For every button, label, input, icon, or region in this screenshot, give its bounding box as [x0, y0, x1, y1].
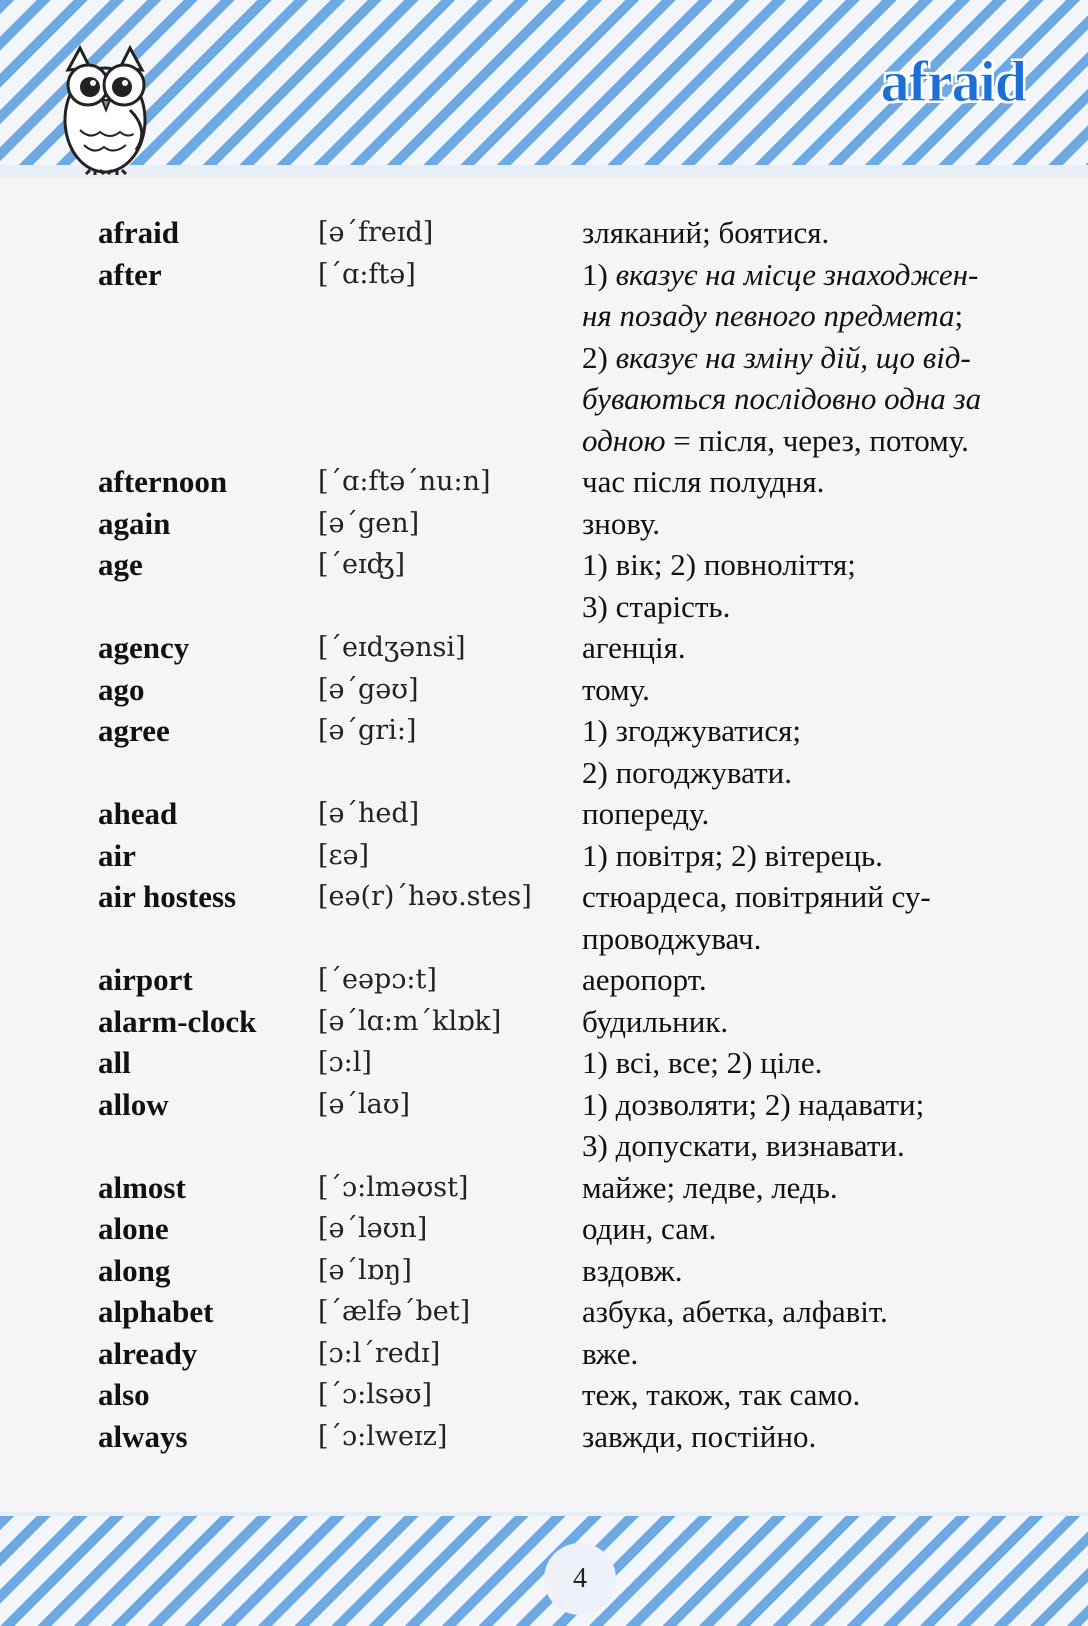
- entry-line: [0, 503, 1088, 545]
- entry-translation: [582, 1208, 716, 1250]
- entry-line: [0, 378, 1088, 420]
- translation-segment: 1) згоджуватися;: [582, 713, 802, 748]
- entry-translation: [582, 295, 963, 337]
- entry-pronunciation: [əˊlaʊ]: [318, 1088, 411, 1120]
- dictionary-entries: [0, 212, 1088, 1457]
- dictionary-entry: [0, 710, 1088, 793]
- entry-line: [0, 1374, 1088, 1416]
- entry-pronunciation: [əˊhed]: [318, 798, 420, 829]
- entry-pronunciation: [əˊfreɪd]: [318, 217, 434, 248]
- dictionary-entry: [0, 1416, 1088, 1458]
- entry-translation: [582, 1125, 905, 1167]
- translation-segment: попереду.: [582, 796, 710, 831]
- translation-segment: 1) вік; 2) повноліття;: [582, 547, 856, 582]
- entry-translation: [582, 503, 660, 545]
- translation-segment: 1) дозволяти; 2) надавати;: [582, 1086, 925, 1122]
- entry-pronunciation: [əˊlɒŋ]: [318, 1254, 412, 1286]
- entry-pronunciation: [ˊælfəˊbet]: [318, 1296, 471, 1327]
- entry-pronunciation: [əˊgri:]: [318, 715, 417, 746]
- entry-line: [0, 1167, 1088, 1209]
- entry-line: [0, 1208, 1088, 1250]
- entry-pronunciation: [ˊɔ:lməʊst]: [318, 1171, 469, 1203]
- entry-word: alarm-clock: [98, 1003, 257, 1039]
- translation-segment: агенція.: [582, 630, 686, 665]
- translation-segment: 3) допускати, визнавати.: [582, 1128, 905, 1163]
- entry-word: always: [98, 1418, 188, 1454]
- translation-segment: одною: [582, 422, 666, 458]
- entry-translation: [582, 586, 730, 628]
- entry-word: afternoon: [98, 464, 228, 499]
- entry-word: along: [98, 1252, 171, 1288]
- entry-pronunciation: [ɔ:l]: [318, 1047, 372, 1078]
- translation-segment: вказує на місце знаходжен-: [615, 256, 979, 292]
- entry-pronunciation: [ˊɔ:lweɪz]: [318, 1420, 448, 1452]
- translation-segment: знову.: [582, 505, 661, 541]
- entry-line: [0, 876, 1088, 918]
- translation-segment: буваються послідовно одна за: [582, 381, 982, 416]
- entry-word: agency: [98, 630, 190, 665]
- entry-translation: [582, 212, 829, 254]
- entry-translation: [582, 918, 761, 960]
- translation-segment: вже.: [582, 1335, 639, 1371]
- entry-line: [0, 1042, 1088, 1084]
- translation-segment: ня позаду певного предмета: [582, 298, 955, 333]
- translation-segment: будильник.: [582, 1003, 729, 1039]
- entry-translation: [582, 835, 883, 877]
- entry-line: [0, 461, 1088, 503]
- page-headword: afraid: [880, 49, 1026, 114]
- entry-translation: [582, 710, 801, 752]
- entry-translation: [582, 1291, 888, 1333]
- entry-translation: [582, 627, 686, 669]
- dictionary-entry: [0, 1001, 1088, 1043]
- translation-segment: вказує на зміну дій, що від-: [615, 339, 971, 375]
- entry-line: [0, 254, 1088, 296]
- dictionary-entry: [0, 503, 1088, 545]
- entry-word: ahead: [98, 796, 178, 831]
- entry-translation: [582, 1042, 822, 1084]
- entry-translation: [582, 669, 650, 711]
- dictionary-entry: [0, 212, 1088, 254]
- entry-line: [0, 918, 1088, 960]
- entry-word: after: [98, 256, 162, 292]
- dictionary-entry: [0, 627, 1088, 669]
- entry-word: again: [98, 505, 171, 541]
- dictionary-entry: [0, 793, 1088, 835]
- entry-pronunciation: [ˊeɪʤ]: [318, 549, 406, 580]
- entry-translation: [582, 752, 792, 794]
- entry-word: alone: [98, 1211, 169, 1246]
- entry-line: [0, 337, 1088, 379]
- entry-line: [0, 1001, 1088, 1043]
- entry-line: [0, 1125, 1088, 1167]
- entry-word: age: [98, 547, 143, 582]
- entry-word: also: [98, 1377, 150, 1412]
- dictionary-entry: [0, 669, 1088, 711]
- translation-segment: один, сам.: [582, 1211, 717, 1246]
- page-number: 4: [573, 1563, 587, 1594]
- page-number-badge: [544, 1543, 616, 1615]
- entry-word: afraid: [98, 215, 179, 250]
- entry-word: all: [98, 1045, 131, 1080]
- dictionary-entry: [0, 835, 1088, 877]
- translation-segment: ;: [954, 298, 964, 333]
- entry-translation: [582, 461, 824, 503]
- entry-line: [0, 420, 1088, 462]
- entry-pronunciation: [əˊlɑ:mˊklɒk]: [318, 1005, 502, 1037]
- translation-segment: тому.: [582, 671, 650, 707]
- entry-line: [0, 1416, 1088, 1458]
- entry-pronunciation: [əˊgen]: [318, 507, 420, 539]
- dictionary-entry: [0, 959, 1088, 1001]
- translation-segment: завжди, постійно.: [582, 1418, 817, 1454]
- dictionary-entry: [0, 1208, 1088, 1250]
- entry-line: [0, 1291, 1088, 1333]
- dictionary-entry: [0, 544, 1088, 627]
- translation-segment: майже; ледве, ледь.: [582, 1169, 838, 1205]
- entry-word: alphabet: [98, 1294, 214, 1329]
- translation-segment: стюардеса, повітряний су-: [582, 879, 931, 914]
- entry-line: [0, 752, 1088, 794]
- entry-word: air hostess: [98, 879, 237, 914]
- entry-line: [0, 212, 1088, 254]
- translation-segment: = після, через, потому.: [665, 422, 969, 458]
- dictionary-entry: [0, 1374, 1088, 1416]
- entry-translation: [582, 1167, 838, 1209]
- entry-line: [0, 586, 1088, 628]
- entry-pronunciation: [ˊɑ:ftə]: [318, 258, 416, 290]
- entry-translation: [582, 1374, 860, 1416]
- entry-translation: [582, 793, 709, 835]
- entry-line: [0, 669, 1088, 711]
- entry-translation: [582, 1250, 683, 1292]
- entry-line: [0, 627, 1088, 669]
- entry-pronunciation: [ɛə]: [318, 839, 370, 871]
- owl-icon: [50, 40, 160, 175]
- entry-pronunciation: [ˊeəpɔ:t]: [318, 964, 437, 995]
- entry-translation: [582, 544, 856, 586]
- entry-translation: [582, 959, 707, 1001]
- entry-line: [0, 959, 1088, 1001]
- dictionary-entry: [0, 1084, 1088, 1167]
- entry-line: [0, 793, 1088, 835]
- entry-line: [0, 710, 1088, 752]
- dictionary-entry: [0, 1291, 1088, 1333]
- entry-translation: [582, 420, 969, 462]
- translation-segment: час після полудня.: [582, 464, 825, 499]
- entry-word: agree: [98, 713, 170, 748]
- entry-word: almost: [98, 1169, 186, 1205]
- entry-pronunciation: [ˊeɪdʒənsi]: [318, 632, 466, 663]
- dictionary-entry: [0, 254, 1088, 462]
- entry-pronunciation: [eə(r)ˊhəʊ.stes]: [318, 881, 532, 912]
- translation-segment: 1) повітря; 2) вітерець.: [582, 837, 883, 873]
- dictionary-entry: [0, 461, 1088, 503]
- entry-translation: [582, 1333, 638, 1375]
- entry-translation: [582, 1416, 816, 1458]
- entry-translation: [582, 876, 931, 918]
- translation-segment: зляканий; боятися.: [582, 215, 830, 250]
- translation-segment: проводжувач.: [582, 920, 762, 956]
- dictionary-entry: [0, 1042, 1088, 1084]
- entry-translation: [582, 1084, 924, 1126]
- translation-segment: 1) всі, все; 2) ціле.: [582, 1045, 823, 1080]
- dictionary-entry: [0, 876, 1088, 959]
- entry-word: ago: [98, 671, 145, 707]
- entry-word: already: [98, 1335, 198, 1371]
- translation-segment: вздовж.: [582, 1252, 683, 1288]
- dictionary-entry: [0, 1250, 1088, 1292]
- entry-pronunciation: [ˊɔ:lsəʊ]: [318, 1379, 432, 1410]
- translation-segment: теж, також, так само.: [582, 1377, 861, 1412]
- dictionary-entry: [0, 1167, 1088, 1209]
- entry-translation: [582, 254, 978, 296]
- entry-translation: [582, 1001, 728, 1043]
- translation-segment: 2) погоджувати.: [582, 754, 792, 790]
- entry-translation: [582, 337, 971, 379]
- entry-line: [0, 1250, 1088, 1292]
- translation-segment: 1): [582, 256, 616, 292]
- entry-line: [0, 835, 1088, 877]
- translation-segment: аеропорт.: [582, 962, 707, 997]
- translation-segment: 3) старість.: [582, 588, 731, 624]
- entry-line: [0, 544, 1088, 586]
- entry-pronunciation: [əˊgəʊ]: [318, 673, 419, 705]
- entry-word: allow: [98, 1086, 169, 1122]
- entry-pronunciation: [ˊɑ:ftəˊnu:n]: [318, 466, 491, 497]
- entry-line: [0, 295, 1088, 337]
- entry-word: air: [98, 837, 136, 873]
- entry-pronunciation: [ɔ:lˊredɪ]: [318, 1337, 441, 1369]
- entry-line: [0, 1084, 1088, 1126]
- dictionary-entry: [0, 1333, 1088, 1375]
- entry-translation: [582, 378, 981, 420]
- entry-word: airport: [98, 962, 193, 997]
- translation-segment: азбука, абетка, алфавіт.: [582, 1294, 888, 1329]
- entry-line: [0, 1333, 1088, 1375]
- entry-pronunciation: [əˊləʊn]: [318, 1213, 428, 1244]
- translation-segment: 2): [582, 339, 616, 375]
